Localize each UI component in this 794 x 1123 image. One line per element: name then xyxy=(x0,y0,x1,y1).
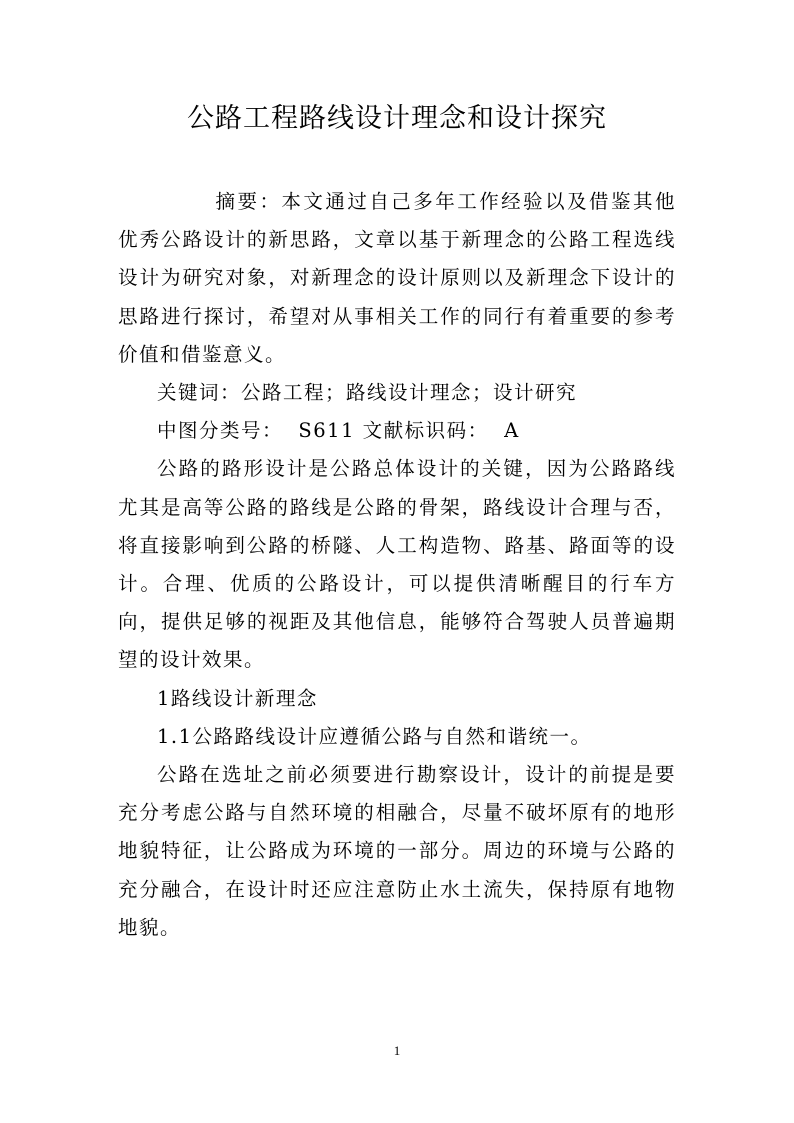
document-body xyxy=(118,183,676,947)
section-paragraph: 公路在选址之前必须要进行勘察设计，设计的前提是要充分考虑公路与自然环境的相融合，尽量不破坏原有的地形地貌特征，让公路成为环境的一部分。周边的环境与公路的充分融合，在设计时还应注意防止水土流失，保持原有地物地貌。 xyxy=(118,763,676,939)
abstract-paragraph: 摘要：本文通过自己多年工作经验以及借鉴其他优秀公路设计的新思路，文章以基于新理念的公路工程选线设计为研究对象，对新理念的设计原则以及新理念下设计的思路进行探讨，希望对从事相关工作的同行有着重要的参考价值和借鉴意义。 xyxy=(118,190,676,366)
keywords-line: 关键词：公路工程；路线设计理念；设计研究 xyxy=(157,381,578,405)
page-number: 1 xyxy=(393,1043,401,1058)
section-heading: 1路线设计新理念 xyxy=(157,686,318,710)
intro-paragraph: 公路的路形设计是公路总体设计的关键，因为公路路线尤其是高等公路的路线是公路的骨架，路线设计合理与否，将直接影响到公路的桥隧、人工构造物、路基、路面等的设计。合理、优质的公路设计，可以提供清晰醒目的行车方向，提供足够的视距及其他信息，能够符合驾驶人员普遍期望的设计效果。 xyxy=(118,457,676,672)
subsection-heading: 1.1公路路线设计应遵循公路与自然和谐统一。 xyxy=(157,724,592,748)
classification-line: 中图分类号： S611 文献标识码： A xyxy=(157,419,520,443)
document-title: 公路工程路线设计理念和设计探究 xyxy=(187,103,607,134)
